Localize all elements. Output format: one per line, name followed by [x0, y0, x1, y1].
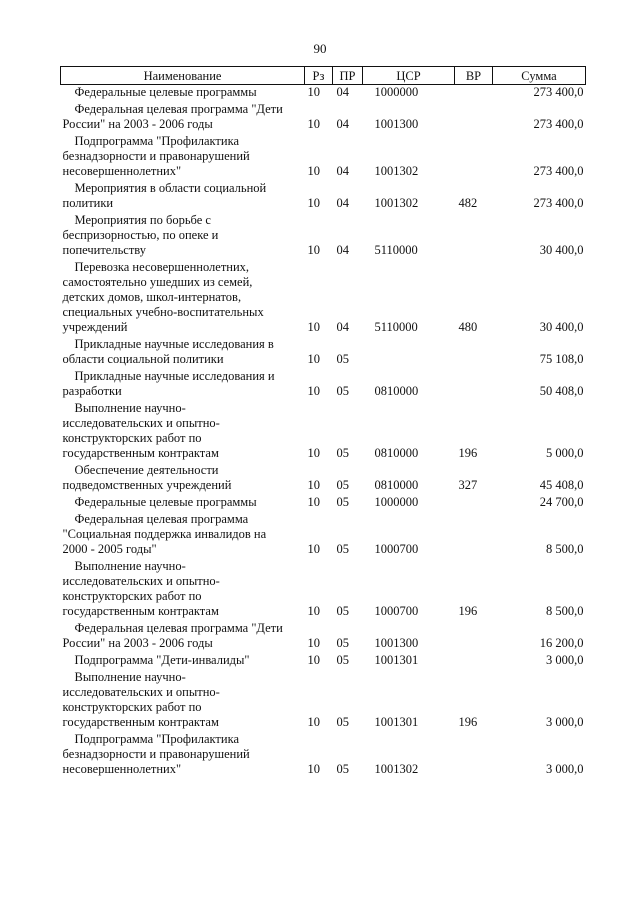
table-row — [61, 512, 586, 559]
cell-vr: 196 — [458, 604, 478, 618]
cell-name: Федеральная целевая программа "Дети России" на 2003 - 2006 годы — [62, 102, 283, 131]
cell-pr: 05 — [336, 653, 349, 667]
table-row — [61, 621, 586, 653]
cell-sum: 24 700,0 — [539, 495, 584, 509]
cell-name: Федеральные целевые программы — [74, 85, 257, 99]
cell-rz: 10 — [307, 636, 320, 650]
cell-pr: 04 — [336, 243, 349, 257]
cell-vr — [455, 337, 493, 369]
table-row — [61, 102, 586, 134]
cell-sum: 3 000,0 — [546, 653, 584, 667]
budget-table — [60, 66, 586, 779]
cell-csr: 1001301 — [374, 715, 419, 729]
cell-pr: 04 — [336, 85, 349, 99]
cell-csr: 5110000 — [374, 243, 418, 257]
cell-csr: 1001300 — [374, 117, 419, 131]
cell-rz: 10 — [307, 85, 320, 99]
cell-rz: 10 — [307, 320, 320, 334]
cell-rz: 10 — [307, 446, 320, 460]
cell-sum: 45 408,0 — [539, 478, 584, 492]
header-sum: Сумма — [493, 67, 586, 85]
cell-sum: 3 000,0 — [546, 715, 584, 729]
table-header-row — [61, 67, 586, 85]
cell-rz: 10 — [307, 243, 320, 257]
cell-name: Выполнение научно- исследовательских и опытно- конструкторских работ по государственным контрактам — [62, 670, 220, 729]
cell-pr: 05 — [336, 542, 349, 556]
table-row — [61, 369, 586, 401]
cell-name: Федеральная целевая программа "Дети России" на 2003 - 2006 годы — [62, 621, 283, 650]
table-row — [61, 337, 586, 369]
cell-sum: 30 400,0 — [539, 243, 584, 257]
cell-pr: 04 — [336, 164, 349, 178]
cell-rz: 10 — [307, 164, 320, 178]
cell-rz: 10 — [307, 196, 320, 210]
cell-name: Прикладные научные исследования и разработки — [62, 369, 275, 398]
cell-rz: 10 — [307, 117, 320, 131]
cell-csr: 0810000 — [374, 446, 419, 460]
cell-sum: 16 200,0 — [539, 636, 584, 650]
cell-vr — [455, 369, 493, 401]
cell-name: Федеральные целевые программы — [74, 495, 257, 509]
table-row — [61, 732, 586, 779]
table-row — [61, 134, 586, 181]
cell-rz: 10 — [307, 653, 320, 667]
cell-vr — [455, 213, 493, 260]
cell-name: Федеральная целевая программа "Социальная поддержка инвалидов на 2000 - 2005 годы" — [62, 512, 267, 556]
cell-csr: 1000000 — [374, 495, 419, 509]
table-row — [61, 260, 586, 337]
table-row — [61, 463, 586, 495]
cell-csr: 1001302 — [374, 164, 419, 178]
cell-sum: 273 400,0 — [533, 164, 584, 178]
cell-vr — [455, 653, 493, 670]
cell-rz: 10 — [307, 604, 320, 618]
cell-sum: 50 408,0 — [539, 384, 584, 398]
cell-csr — [363, 337, 455, 369]
cell-sum: 273 400,0 — [533, 85, 584, 99]
cell-csr: 0810000 — [374, 478, 419, 492]
cell-rz: 10 — [307, 542, 320, 556]
cell-rz: 10 — [307, 495, 320, 509]
cell-pr: 05 — [336, 352, 349, 366]
table-row — [61, 559, 586, 621]
cell-pr: 04 — [336, 320, 349, 334]
cell-vr: 482 — [458, 196, 478, 210]
cell-vr — [455, 621, 493, 653]
header-csr: ЦСР — [363, 67, 455, 85]
cell-csr: 1001301 — [374, 653, 419, 667]
cell-vr: 196 — [458, 446, 478, 460]
cell-csr: 1000000 — [374, 85, 419, 99]
header-name: Наименование — [61, 67, 305, 85]
cell-pr: 05 — [336, 446, 349, 460]
table-row — [61, 653, 586, 670]
table-row — [61, 495, 586, 512]
cell-vr — [455, 85, 493, 103]
cell-name: Подпрограмма "Дети-инвалиды" — [74, 653, 250, 667]
page-number: 90 — [313, 41, 327, 56]
cell-sum: 3 000,0 — [546, 762, 584, 776]
cell-name: Подпрограмма "Профилактика безнадзорности и правонарушений несовершеннолетних" — [62, 732, 250, 776]
cell-vr — [455, 134, 493, 181]
cell-csr: 1001302 — [374, 762, 419, 776]
cell-rz: 10 — [307, 478, 320, 492]
cell-sum: 5 000,0 — [546, 446, 584, 460]
cell-name: Подпрограмма "Профилактика безнадзорности и правонарушений несовершеннолетних" — [62, 134, 250, 178]
cell-pr: 05 — [336, 636, 349, 650]
cell-vr — [455, 102, 493, 134]
cell-csr: 1001300 — [374, 636, 419, 650]
cell-rz: 10 — [307, 715, 320, 729]
table-row — [61, 670, 586, 732]
cell-csr: 1000700 — [374, 604, 419, 618]
cell-csr: 0810000 — [374, 384, 419, 398]
cell-csr: 1000700 — [374, 542, 419, 556]
header-vr: ВР — [455, 67, 493, 85]
cell-sum: 75 108,0 — [539, 352, 584, 366]
cell-sum: 30 400,0 — [539, 320, 584, 334]
table-row — [61, 181, 586, 213]
cell-name: Мероприятия по борьбе с беспризорностью, по опеке и попечительству — [62, 213, 219, 257]
cell-vr — [455, 732, 493, 779]
header-rz: Рз — [305, 67, 333, 85]
cell-name: Выполнение научно- исследовательских и опытно- конструкторских работ по государственным контрактам — [62, 559, 220, 618]
cell-csr: 1001302 — [374, 196, 419, 210]
cell-name: Выполнение научно- исследовательских и опытно- конструкторских работ по государственным контрактам — [62, 401, 220, 460]
cell-pr: 05 — [336, 715, 349, 729]
cell-sum: 273 400,0 — [533, 196, 584, 210]
cell-pr: 04 — [336, 196, 349, 210]
cell-rz: 10 — [307, 384, 320, 398]
cell-vr: 480 — [458, 320, 478, 334]
cell-rz: 10 — [307, 762, 320, 776]
cell-pr: 05 — [336, 762, 349, 776]
cell-name: Мероприятия в области социальной политики — [62, 181, 267, 210]
cell-pr: 05 — [336, 495, 349, 509]
cell-name: Обеспечение деятельности подведомственных учреждений — [62, 463, 232, 492]
table-row — [61, 213, 586, 260]
table-row — [61, 401, 586, 463]
table-row — [61, 85, 586, 103]
header-pr: ПР — [333, 67, 363, 85]
cell-sum: 8 500,0 — [546, 542, 584, 556]
cell-name: Прикладные научные исследования в области социальной политики — [62, 337, 274, 366]
cell-vr — [455, 512, 493, 559]
cell-vr: 327 — [458, 478, 478, 492]
cell-sum: 273 400,0 — [533, 117, 584, 131]
cell-name: Перевозка несовершеннолетних, самостоятельно ушедших из семей, детских домов, школ-интернатов, специальных учебно-воспитательных учреждений — [62, 260, 264, 334]
cell-sum: 8 500,0 — [546, 604, 584, 618]
cell-pr: 05 — [336, 604, 349, 618]
cell-pr: 05 — [336, 478, 349, 492]
cell-csr: 5110000 — [374, 320, 418, 334]
cell-rz: 10 — [307, 352, 320, 366]
cell-vr: 196 — [458, 715, 478, 729]
cell-vr — [455, 495, 493, 512]
cell-pr: 05 — [336, 384, 349, 398]
cell-pr: 04 — [336, 117, 349, 131]
table-body — [61, 85, 586, 780]
